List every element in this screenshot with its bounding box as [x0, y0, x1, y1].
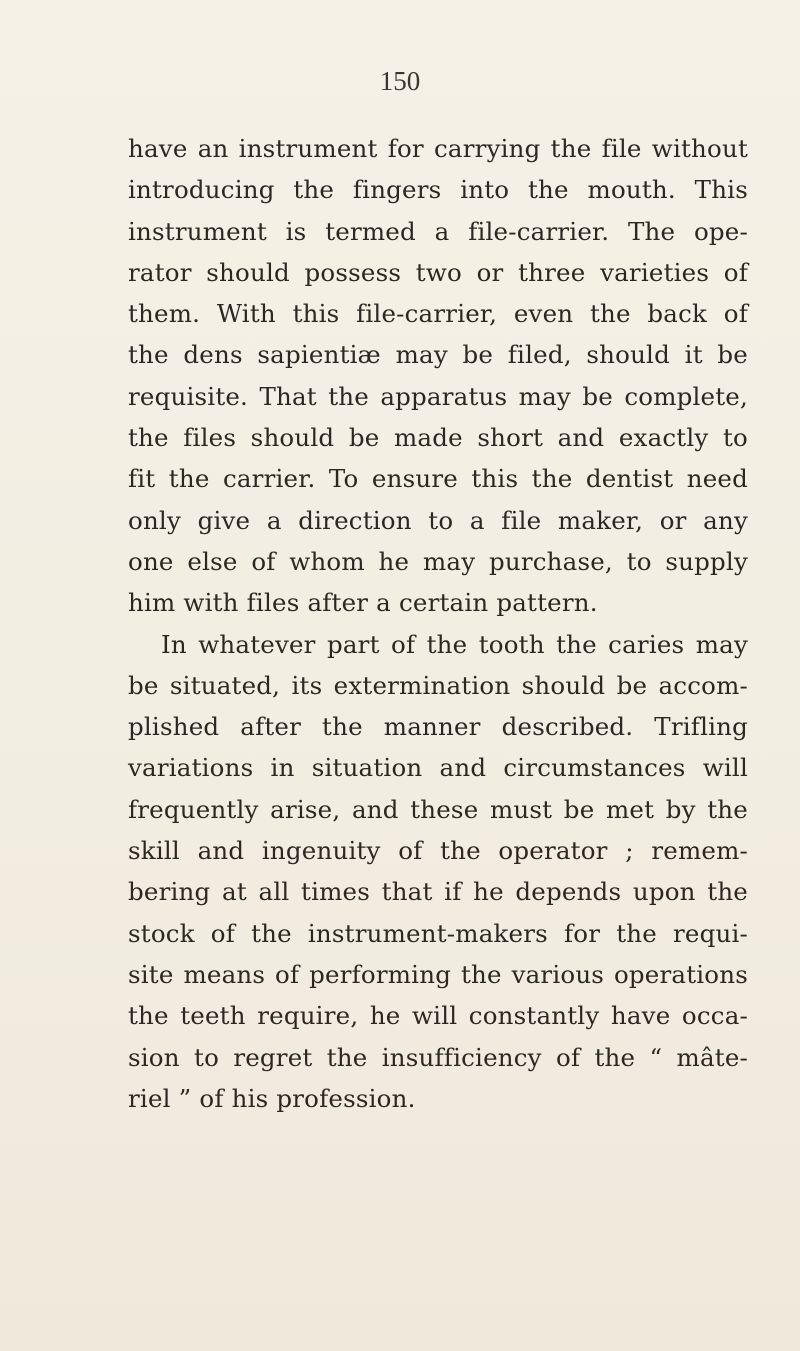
text-line: sion to regret the insufficiency of the “ mâte-: [128, 1042, 748, 1072]
text-line: the dens sapientiæ may be filed, should it be: [128, 340, 748, 370]
text-line: plished after the manner described. Trifling: [128, 712, 748, 742]
text-line: fit the carrier. To ensure this the dentist need: [128, 464, 748, 494]
text-line: instrument is termed a file-carrier. The ope-: [128, 216, 748, 246]
body-text: [128, 128, 748, 1119]
text-line: bering at all times that if he depends upon the: [128, 877, 748, 907]
text-line: have an instrument for carrying the file without: [128, 134, 748, 163]
text-line: one else of whom he may purchase, to supply: [128, 546, 748, 576]
text-line: rator should possess two or three varieties of: [128, 257, 748, 287]
text-line: skill and ingenuity of the operator ; remem-: [128, 836, 748, 866]
text-line: variations in situation and circumstances will: [128, 753, 748, 783]
text-line: only give a direction to a file maker, or any: [128, 505, 748, 535]
text-line: frequently arise, and these must be met by the: [128, 794, 748, 824]
page-number: 150: [379, 66, 421, 96]
text-line: site means of performing the various operations: [128, 959, 748, 989]
text-line: be situated, its extermination should be accom-: [128, 670, 748, 700]
text-line: the teeth require, he will constantly have occa-: [128, 1001, 748, 1031]
text-line: requisite. That the apparatus may be complete,: [128, 381, 748, 411]
paragraph-end-line: riel ” of his profession.: [128, 1083, 416, 1113]
text-line: the files should be made short and exactly to: [128, 423, 748, 453]
text-line: them. With this file-carrier, even the back of: [128, 299, 748, 329]
paragraph-end-line: him with files after a certain pattern.: [128, 588, 598, 618]
paragraph-start-line: In whatever part of the tooth the caries may: [161, 629, 748, 659]
text-line: stock of the instrument-makers for the requi-: [128, 918, 748, 948]
text-line: introducing the fingers into the mouth. This: [128, 175, 748, 205]
